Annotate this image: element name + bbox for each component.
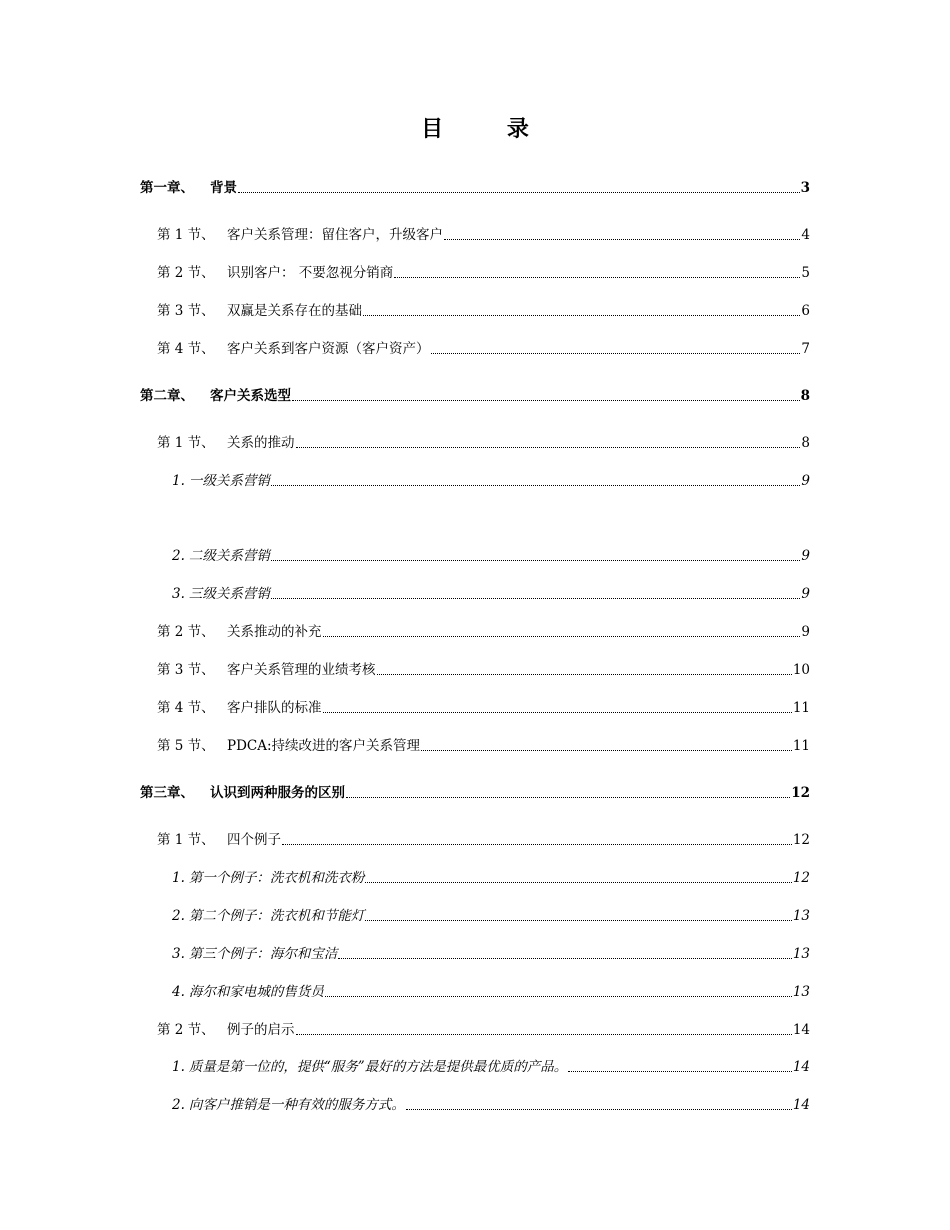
toc-entry-text: 质量是第一位的，提供“服务”最好的方法是提供最优质的产品。 <box>188 1059 568 1075</box>
toc-entry-number: 2. <box>172 548 185 564</box>
toc-leader-dots <box>338 957 791 959</box>
toc-entry-number: 第 2 节、 <box>157 624 215 640</box>
toc-leader-dots <box>238 191 800 193</box>
toc-entry-number: 第 1 节、 <box>157 227 215 243</box>
toc-entry-page: 12 <box>792 832 810 848</box>
toc-entry-number: 第 4 节、 <box>157 341 215 357</box>
toc-entry-page: 10 <box>792 662 810 678</box>
toc-entry-text: PDCA:持续改进的客户关系管理 <box>227 738 421 754</box>
toc-leader-dots <box>421 749 792 751</box>
toc-entry-text: 第一个例子：洗衣机和洗衣粉 <box>188 870 365 886</box>
toc-entry-level-3[interactable] <box>172 1058 810 1076</box>
toc-entry-text: 第三个例子：海尔和宝洁 <box>188 946 338 962</box>
toc-entry-page: 13 <box>792 946 810 962</box>
toc-leader-dots <box>282 843 792 845</box>
toc-leader-dots <box>365 881 791 883</box>
toc-leader-dots <box>406 1108 792 1110</box>
toc-entry-text: 客户关系到客户资源（客户资产） <box>227 341 430 357</box>
toc-entry-level-2[interactable] <box>157 434 810 452</box>
toc-entry-text: 客户关系选型 <box>210 388 291 404</box>
toc-entry-level-2[interactable] <box>157 264 810 282</box>
toc-entry-level-3[interactable] <box>172 472 810 490</box>
toc-leader-dots <box>271 559 801 561</box>
toc-leader-dots <box>444 238 800 240</box>
toc-entry-level-2[interactable] <box>157 302 810 320</box>
toc-entry-level-2[interactable] <box>157 623 810 641</box>
toc-entry-level-2[interactable] <box>157 737 810 755</box>
toc-entry-page: 14 <box>792 1022 810 1038</box>
toc-entry-number: 第 3 节、 <box>157 662 215 678</box>
toc-entry-text: 客户关系管理：留住客户，升级客户 <box>227 227 443 243</box>
toc-entry-page: 6 <box>801 303 810 319</box>
toc-entry-level-2[interactable] <box>157 340 810 358</box>
toc-entry-level-3[interactable] <box>172 869 810 887</box>
toc-entry-level-3[interactable] <box>172 547 810 565</box>
toc-entry-level-3[interactable] <box>172 983 810 1001</box>
toc-entry-text: 关系的推动 <box>227 435 295 451</box>
toc-entry-number: 2. <box>172 908 185 924</box>
toc-entry-text: 第二个例子：洗衣机和节能灯 <box>188 908 365 924</box>
toc-entry-level-1[interactable] <box>140 179 810 197</box>
toc-entry-text: 客户关系管理的业绩考核 <box>227 662 376 678</box>
toc-entry-level-3[interactable] <box>172 907 810 925</box>
toc-entry-text: 背景 <box>210 180 237 196</box>
toc-entry-text: 例子的启示 <box>227 1022 295 1038</box>
toc-entry-page: 12 <box>791 785 810 801</box>
toc-entry-number: 第 1 节、 <box>157 832 215 848</box>
toc-entry-level-1[interactable] <box>140 387 810 405</box>
toc-entry-page: 9 <box>801 624 810 640</box>
toc-entry-text: 关系推动的补充 <box>227 624 322 640</box>
toc-entry-text: 一级关系营销 <box>188 473 270 489</box>
toc-entry-number: 3. <box>172 586 185 602</box>
toc-leader-dots <box>271 597 801 599</box>
toc-leader-dots <box>365 919 791 921</box>
toc-entry-page: 9 <box>801 548 810 564</box>
toc-entry-number: 第 1 节、 <box>157 435 215 451</box>
toc-leader-dots <box>346 796 790 798</box>
toc-entry-number: 第二章、 <box>140 388 194 404</box>
toc-leader-dots <box>292 399 800 401</box>
toc-entry-page: 9 <box>801 473 810 489</box>
toc-entry-level-3[interactable] <box>172 1096 810 1114</box>
toc-leader-dots <box>296 446 801 448</box>
toc-entry-number: 第 2 节、 <box>157 265 215 281</box>
toc-entry-page: 13 <box>792 908 810 924</box>
toc-entry-level-2[interactable] <box>157 226 810 244</box>
toc-entry-number: 第 2 节、 <box>157 1022 215 1038</box>
toc-entry-text: 二级关系营销 <box>188 548 270 564</box>
toc-entry-page: 12 <box>792 870 810 886</box>
toc-leader-dots <box>271 484 801 486</box>
toc-entry-number: 第 3 节、 <box>157 303 215 319</box>
toc-entry-number: 第一章、 <box>140 180 194 196</box>
toc-entry-number: 第三章、 <box>140 785 194 801</box>
toc-entry-page: 8 <box>801 435 810 451</box>
toc-entry-page: 7 <box>801 341 810 357</box>
toc-entry-page: 4 <box>801 227 810 243</box>
toc-entry-level-1[interactable] <box>140 784 810 802</box>
toc-entry-number: 2. <box>172 1097 185 1113</box>
toc-entry-number: 4. <box>172 984 185 1000</box>
page-title: 目 录 <box>421 116 557 142</box>
toc-entry-text: 三级关系营销 <box>188 586 270 602</box>
toc-entry-level-2[interactable] <box>157 1021 810 1039</box>
toc-entry-level-2[interactable] <box>157 699 810 717</box>
toc-leader-dots <box>363 314 800 316</box>
toc-entry-text: 四个例子 <box>227 832 281 848</box>
toc-entry-page: 5 <box>801 265 810 281</box>
toc-entry-level-2[interactable] <box>157 831 810 849</box>
toc-entry-text: 向客户推销是一种有效的服务方式。 <box>188 1097 405 1113</box>
toc-entry-page: 13 <box>792 984 810 1000</box>
toc-entry-number: 第 4 节、 <box>157 700 215 716</box>
toc-entry-page: 11 <box>792 738 810 754</box>
toc-leader-dots <box>325 995 792 997</box>
toc-entry-level-2[interactable] <box>157 661 810 679</box>
toc-entry-number: 1. <box>172 870 185 886</box>
toc-entry-level-3[interactable] <box>172 585 810 603</box>
toc-entry-number: 1. <box>172 1059 185 1075</box>
toc-entry-level-3[interactable] <box>172 945 810 963</box>
toc-leader-dots <box>323 711 792 713</box>
toc-entry-page: 8 <box>800 388 810 404</box>
toc-entry-number: 第 5 节、 <box>157 738 215 754</box>
toc-leader-dots <box>323 635 801 637</box>
toc-leader-dots <box>431 352 801 354</box>
toc-leader-dots <box>377 673 792 675</box>
toc-entry-page: 9 <box>801 586 810 602</box>
toc-leader-dots <box>296 1033 792 1035</box>
toc-entry-text: 识别客户： 不要忽视分销商 <box>227 265 394 281</box>
toc-entry-number: 3. <box>172 946 185 962</box>
toc-entry-page: 14 <box>792 1097 810 1113</box>
toc-entry-page: 14 <box>792 1059 810 1075</box>
toc-entry-text: 双赢是关系存在的基础 <box>227 303 362 319</box>
toc-entry-text: 认识到两种服务的区别 <box>210 785 345 801</box>
toc-leader-dots <box>568 1070 792 1072</box>
toc-entry-page: 3 <box>800 180 810 196</box>
toc-entry-number: 1. <box>172 473 185 489</box>
toc-entry-page: 11 <box>792 700 810 716</box>
toc-entry-text: 海尔和家电城的售货员 <box>188 984 324 1000</box>
toc-leader-dots <box>394 276 800 278</box>
toc-entry-text: 客户排队的标准 <box>227 700 322 716</box>
